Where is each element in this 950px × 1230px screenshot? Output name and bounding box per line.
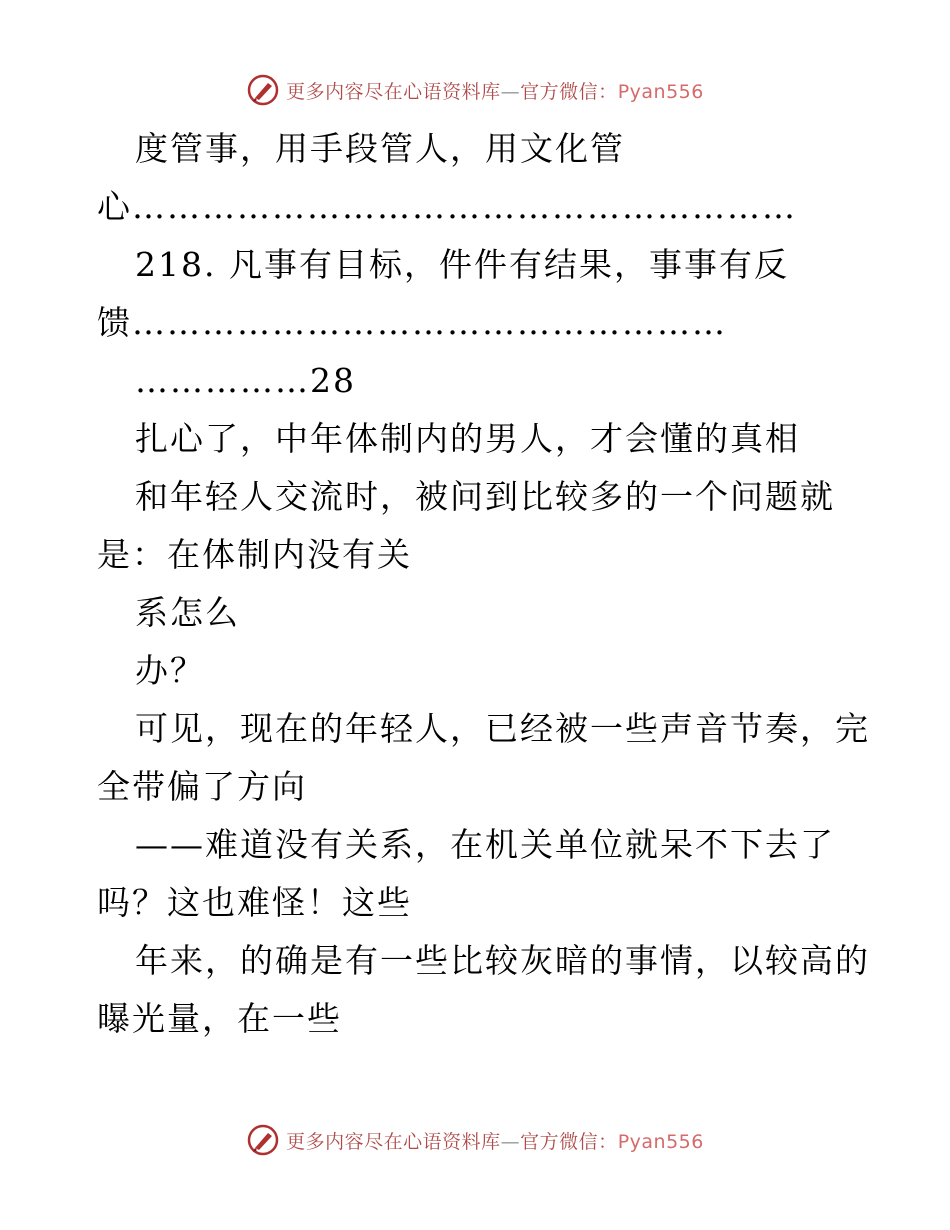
text-line: 办？	[135, 651, 205, 690]
watermark-text: 更多内容尽在心语资料库—官方微信：Pyan556	[286, 1130, 704, 1153]
footer-watermark	[0, 1120, 950, 1160]
text-line: ——难道没有关系，在机关单位就呆不下去了	[135, 825, 835, 864]
toc-line: 馈……………………………………………	[97, 303, 727, 342]
article-title: 扎心了，中年体制内的男人，才会懂的真相	[135, 419, 800, 458]
header-watermark	[0, 70, 950, 110]
text-line: 吗？这也难怪！这些	[97, 883, 412, 922]
text-line: 曝光量，在一些	[97, 999, 342, 1038]
text-line: 是：在体制内没有关	[97, 535, 412, 574]
text-line: 系怎么	[135, 593, 240, 632]
toc-line: 心…………………………………………………	[97, 187, 797, 226]
text-line: 和年轻人交流时，被问到比较多的一个问题就	[135, 477, 835, 516]
text-line: 度管事，用手段管人，用文化管	[135, 129, 625, 168]
pen-logo-icon	[246, 1123, 280, 1157]
watermark-text: 更多内容尽在心语资料库—官方微信：Pyan556	[286, 80, 704, 103]
text-line: 可见，现在的年轻人，已经被一些声音节奏，完	[135, 709, 870, 748]
pen-logo-icon	[246, 73, 280, 107]
text-line: 年来，的确是有一些比较灰暗的事情，以较高的	[135, 941, 870, 980]
toc-page-number: ……………28	[135, 361, 356, 400]
text-line: 全带偏了方向	[97, 767, 307, 806]
toc-entry-218: 218. 凡事有目标，件件有结果，事事有反	[135, 245, 789, 284]
